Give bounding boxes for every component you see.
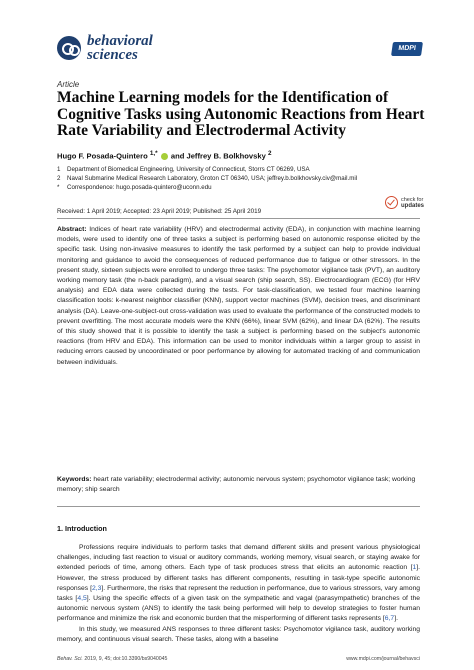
- journal-logo[interactable]: [57, 34, 153, 62]
- affiliation-mark: *: [57, 184, 60, 191]
- paragraph-text: ]. Furthermore, the risks that represent the reduction in performance, due to various stressors, vary among tasks [: [57, 584, 420, 603]
- affiliation: [57, 166, 310, 173]
- author-list: [57, 150, 272, 161]
- paragraph: In this study, we measured ANS responses to three different tasks: Psychomotor vigilance task, auditory working memory, and continuous visual search. These tasks, along with a baseline: [57, 625, 420, 643]
- citation-link[interactable]: 4,5: [77, 595, 87, 603]
- journal-name-line1: behavioral: [87, 33, 153, 49]
- check-updates-label: [401, 197, 424, 209]
- footer-citation: [57, 656, 167, 662]
- introduction-body: [57, 543, 420, 645]
- footer-doi: 2019, 9, 45; doi:10.3390/bs9040045: [84, 656, 168, 662]
- divider: [57, 506, 420, 507]
- check-updates-line1: check for: [401, 196, 424, 203]
- affiliation-mark: 1: [57, 166, 61, 173]
- author-name[interactable]: Hugo F. Posada-Quintero: [57, 151, 148, 161]
- citation-link[interactable]: 2,3: [91, 584, 102, 592]
- paragraph-text: ]. However, the stress produced by different tasks has different components, resulting in task-type specific autonomic responses [: [57, 564, 420, 592]
- section-heading: 1. Introduction: [57, 524, 107, 533]
- author-marks: 1,*: [149, 150, 158, 157]
- author-marks: 2: [267, 150, 272, 157]
- orcid-icon[interactable]: [161, 153, 168, 160]
- affiliation-text: Naval Submarine Medical Research Laboratory, Groton CT 06340, USA; jeffrey.b.bolkhovsky.civ@mail.mil: [67, 175, 358, 182]
- publication-dates: Received: 1 April 2019; Accepted: 23 April 2019; Published: 25 April 2019: [57, 208, 262, 215]
- article-type: Article: [57, 80, 80, 89]
- author-name[interactable]: Jeffrey B. Bolkhovsky: [186, 151, 266, 161]
- check-updates-icon: [385, 196, 398, 209]
- abstract-text: Indices of heart rate variability (HRV) and electrodermal activity (EDA), in conjunction with machine learning models, were used to identify one of three tasks a subject is performing based on autonomic response elicited by the specific task. Using non-invasive measures to identify the task performed by a subject can help to provide individual monitoring and guidance to avoid the consequences of reduced performance due to fatigue or other stressors. In the present study, sixteen subjects were enrolled to undergo three tasks: The psychomotor vigilance task (PVT), an auditory working memory task (the n-back paradigm), and a visual search (ship search, SS). Electrocardiogram (ECG) (for HRV analysis) and EDA data were collected during the tests. For task-classification, we tested four machine learning classification tools: k-nearest neighbor classifier (KNN), support vector machines (SVM), decision trees, and discriminant analysis (DA). Leave-one-subject-out cross-validation was used to evaluate the performance of the constructed models to prevent overfitting. The most accurate models were the KNN (66%), linear SVM (62%), and linear DA (62%). The results of this study showed that it is possible to identify the task a subject is performing based on the subject's autonomic reactions (from HRV and EDA). This information can be used to monitor individuals within a larger group to assist in reducing errors caused by uncoordinated or poor performance by allowing for automated tracking of and communication between individuals.: [57, 226, 420, 366]
- author-separator: and: [170, 151, 185, 161]
- page-footer: [57, 656, 420, 662]
- correspondence-text: Correspondence: hugo.posada-quintero@uconn.edu: [67, 184, 212, 191]
- footer-url[interactable]: www.mdpi.com/journal/behavsci: [346, 656, 420, 662]
- affiliation-mark: 2: [57, 175, 61, 182]
- paragraph: [57, 543, 420, 625]
- journal-name: [87, 34, 153, 62]
- check-updates-line2: updates: [401, 202, 425, 209]
- footer-journal: Behav. Sci.: [57, 656, 83, 662]
- keywords: [57, 475, 420, 495]
- abstract-label: Abstract:: [57, 226, 87, 233]
- affiliation: [57, 175, 357, 182]
- citation-link[interactable]: 1: [412, 564, 417, 572]
- divider: [57, 218, 420, 219]
- keywords-label: Keywords:: [57, 476, 92, 483]
- article-title: Machine Learning models for the Identification of Cognitive Tasks using Autonomic Reactions from Heart Rate Variability and Electrodermal Activity: [57, 89, 425, 139]
- citation-link[interactable]: 6,7: [384, 615, 395, 623]
- paragraph-text: ]. Using the specific effects of a given task on the sympathetic and vagal (parasympathetic) branches of the autonomic nervous system (ANS) to identify the task being performed will help to develop strategies to foster human performance and minimize the risk and economic burden that the misperforming of different tasks represents [: [57, 595, 420, 623]
- correspondence: [57, 184, 212, 191]
- affiliation-text: Department of Biomedical Engineering, University of Connecticut, Storrs CT 06269, USA: [67, 166, 310, 173]
- publisher-logo[interactable]: MDPI: [391, 42, 423, 56]
- abstract: [57, 225, 420, 368]
- journal-logo-icon: [57, 36, 81, 60]
- check-updates-badge[interactable]: [385, 196, 424, 209]
- paragraph-text: Professions require individuals to perform tasks that demand different skills and present various physiological challenges, including fast reaction to visual or auditory commands, working memory, visual search, or staying awake for extended periods of time, among others. Each type of task produces stress that elicits an autonomic reaction [: [57, 544, 420, 572]
- keywords-text: heart rate variability; electrodermal activity; autonomic nervous system; psychomotor vigilance task; working memory; ship search: [57, 476, 416, 494]
- paragraph-text: ].: [394, 615, 398, 623]
- journal-name-line2: sciences: [87, 47, 138, 63]
